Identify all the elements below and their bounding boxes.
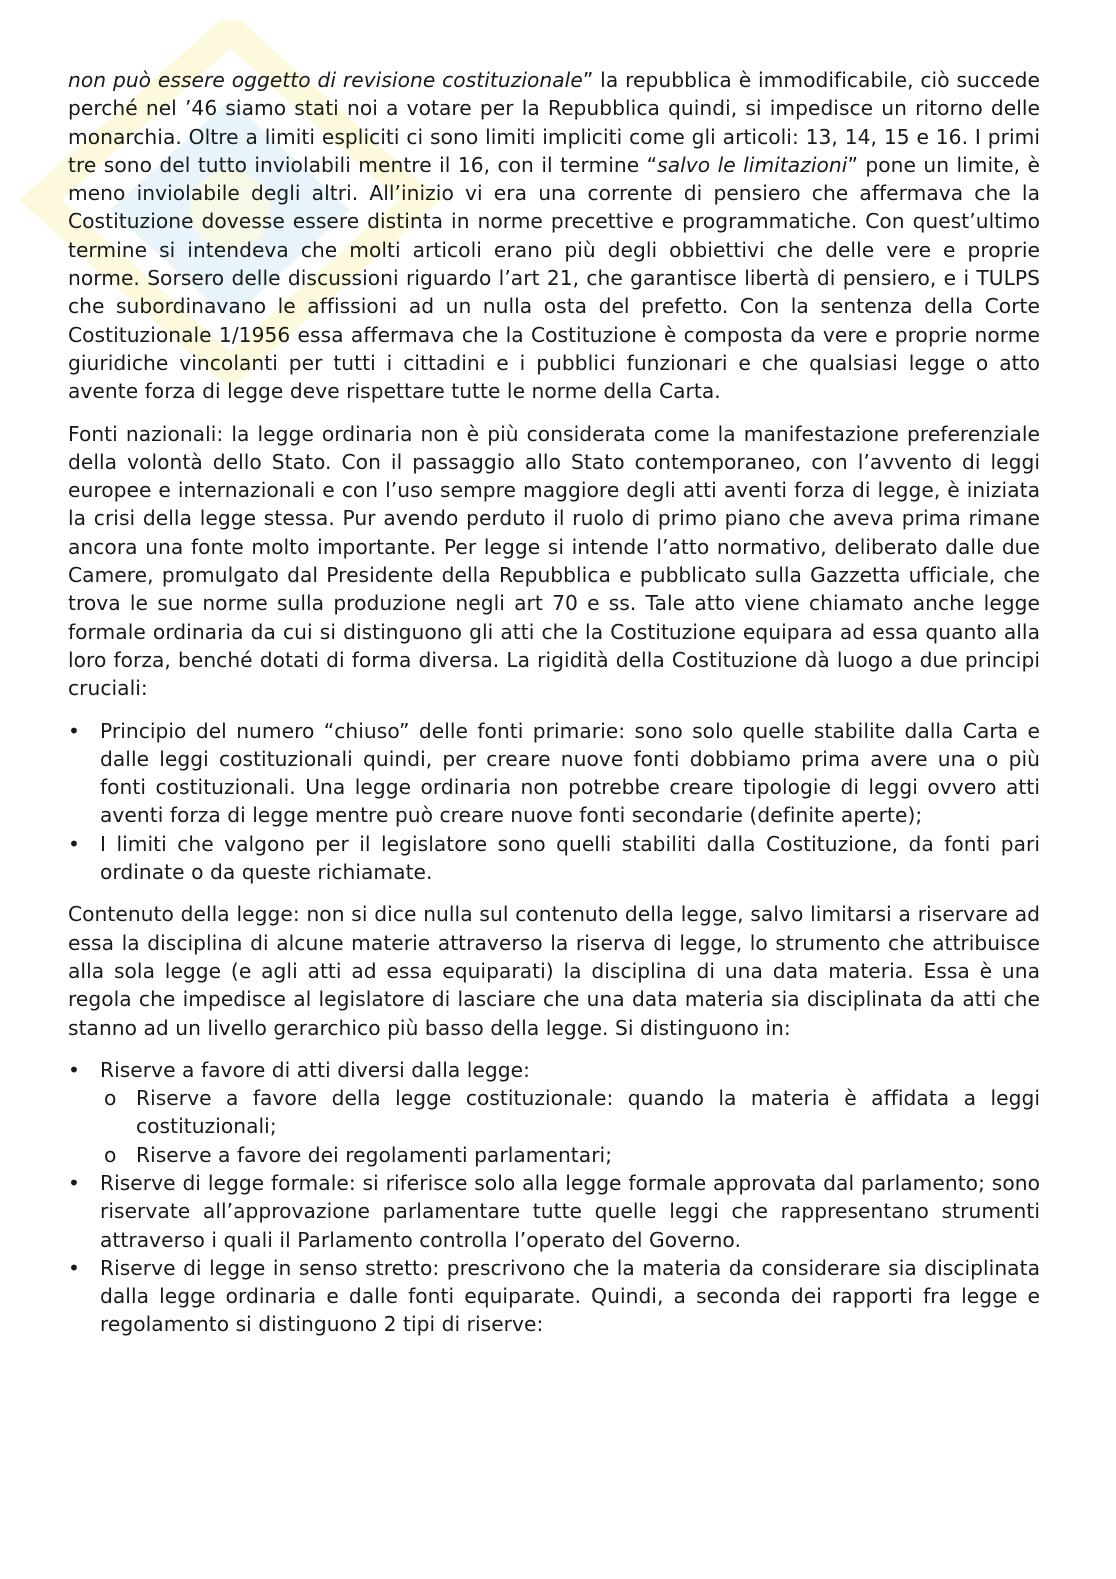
paragraph-text: ” pone un limite, è meno inviolabile degli altri. All’inizio vi era una corrente di pensiero che affermava che la Costituzione dovesse essere distinta in norme precettive e programmatiche. Con quest’ultimo termine si intendeva che molti articoli erano più degli obbiettivi che delle vere e proprie norme. Sorsero delle discussioni riguardo l’art 21, che garantisce libertà di pensiero, e i TULPS che subordinavano le affissioni ad un nulla osta del prefetto. Con la sentenza della Corte Costituzionale 1/1956 essa affermava che la Costituzione è composta da vere e proprie norme giuridiche vincolanti per tutti i cittadini e i pubblici funzionari e che qualsiasi legge o atto avente forza di legge deve rispettare tutte le norme della Carta.	[68, 152, 1040, 404]
list-item-text: I limiti che valgono per il legislatore sono quelli stabiliti dalla Costituzione, da fonti pari ordinate o da queste richiamate.	[100, 831, 1040, 885]
bullet-list-riserve	[68, 1056, 1040, 1339]
sub-list-item-text: Riserve a favore della legge costituzionale: quando la materia è affidata a leggi costituzionali;	[136, 1086, 1040, 1139]
sub-list-item	[68, 1141, 1040, 1169]
list-item	[68, 1169, 1040, 1254]
list-item-text: Principio del numero “chiuso” delle fonti primarie: sono solo quelle stabilite dalla Carta e dalle leggi costituzionali quindi, per creare nuove fonti dobbiamo prima avere una o più fonti costituzionali. Una legge ordinaria non potrebbe creare tipologie di leggi ovvero atti aventi forza di legge mentre può creare nuove fonti secondarie (definite aperte);	[100, 718, 1040, 828]
sub-list-container	[68, 1084, 1040, 1169]
paragraph-contenuto-legge: Contenuto della legge: non si dice nulla sul contenuto della legge, salvo limitarsi a riservare ad essa la disciplina di alcune materie attraverso la riserva di legge, lo strumento che attribuisce alla sola legge (e agli atti ad essa equiparati) la disciplina di una data materia. Essa è una regola che impedisce al legislatore di lasciare che una data materia sia disciplinata da atti che stanno ad un livello gerarchico più basso della legge. Si distinguono in:	[68, 902, 1040, 1040]
list-item	[68, 1056, 1040, 1084]
bullet-icon: •	[68, 1057, 80, 1082]
list-item-text: Riserve di legge formale: si riferisce solo alla legge formale approvata dal parlamento; sono riservate all’approvazione parlamentare tutte quelle leggi che rappresentano strumenti attraverso i quali il Parlamento controlla l’operato del Governo.	[100, 1170, 1040, 1252]
list-item	[68, 1254, 1040, 1339]
sub-list-item	[68, 1084, 1040, 1141]
sub-list	[68, 1084, 1040, 1169]
bullet-icon: •	[68, 831, 80, 856]
italic-phrase-limitazioni: salvo le limitazioni	[657, 152, 848, 177]
paragraph-revisione	[68, 66, 1040, 406]
list-item	[68, 830, 1040, 887]
bullet-list-principi	[68, 717, 1040, 887]
document-page	[68, 66, 1040, 1353]
italic-phrase-revisione: non può essere oggetto di revisione costituzionale	[68, 68, 583, 92]
list-item	[68, 717, 1040, 830]
sub-bullet-icon: o	[104, 1142, 117, 1167]
list-item-text: Riserve a favore di atti diversi dalla legge:	[100, 1057, 530, 1082]
sub-list-item-text: Riserve a favore dei regolamenti parlamentari;	[136, 1142, 613, 1167]
bullet-icon: •	[68, 1255, 80, 1280]
bullet-icon: •	[68, 718, 80, 743]
sub-bullet-icon: o	[104, 1086, 117, 1111]
paragraph-text: ” la repubblica è immodificabile, ciò succede perché nel ’46 siamo stati noi a votare per la Repubblica quindi, si impedisce un ritorno delle monarchia. Oltre a limiti espliciti ci sono limiti impliciti come gli articoli: 13, 14, 15 e 16. I primi tre sono del tutto inviolabili mentre il 16, con il termine “	[68, 68, 1040, 177]
bullet-icon: •	[68, 1170, 80, 1195]
list-item-text: Riserve di legge in senso stretto: prescrivono che la materia da considerare sia disciplinata dalla legge ordinaria e dalle fonti equiparate. Quindi, a seconda dei rapporti fra legge e regolamento si distinguono 2 tipi di riserve:	[100, 1255, 1040, 1337]
paragraph-fonti-nazionali: Fonti nazionali: la legge ordinaria non è più considerata come la manifestazione preferenziale della volontà dello Stato. Con il passaggio allo Stato contemporaneo, con l’avvento di leggi europee e internazionali e con l’uso sempre maggiore degli atti aventi forza di legge, è iniziata la crisi della legge stessa. Pur avendo perduto il ruolo di primo piano che aveva prima rimane ancora una fonte molto importante. Per legge si intende l’atto normativo, deliberato dalle due Camere, promulgato dal Presidente della Repubblica e pubblicato sulla Gazzetta ufficiale, che trova le sue norme sulla produzione negli art 70 e ss. Tale atto viene chiamato anche legge formale ordinaria da cui si distinguono gli atti che la Costituzione equipara ad essa quanto alla loro forza, benché dotati di forma diversa. La rigidità della Costituzione dà luogo a due principi cruciali:	[68, 421, 1040, 701]
